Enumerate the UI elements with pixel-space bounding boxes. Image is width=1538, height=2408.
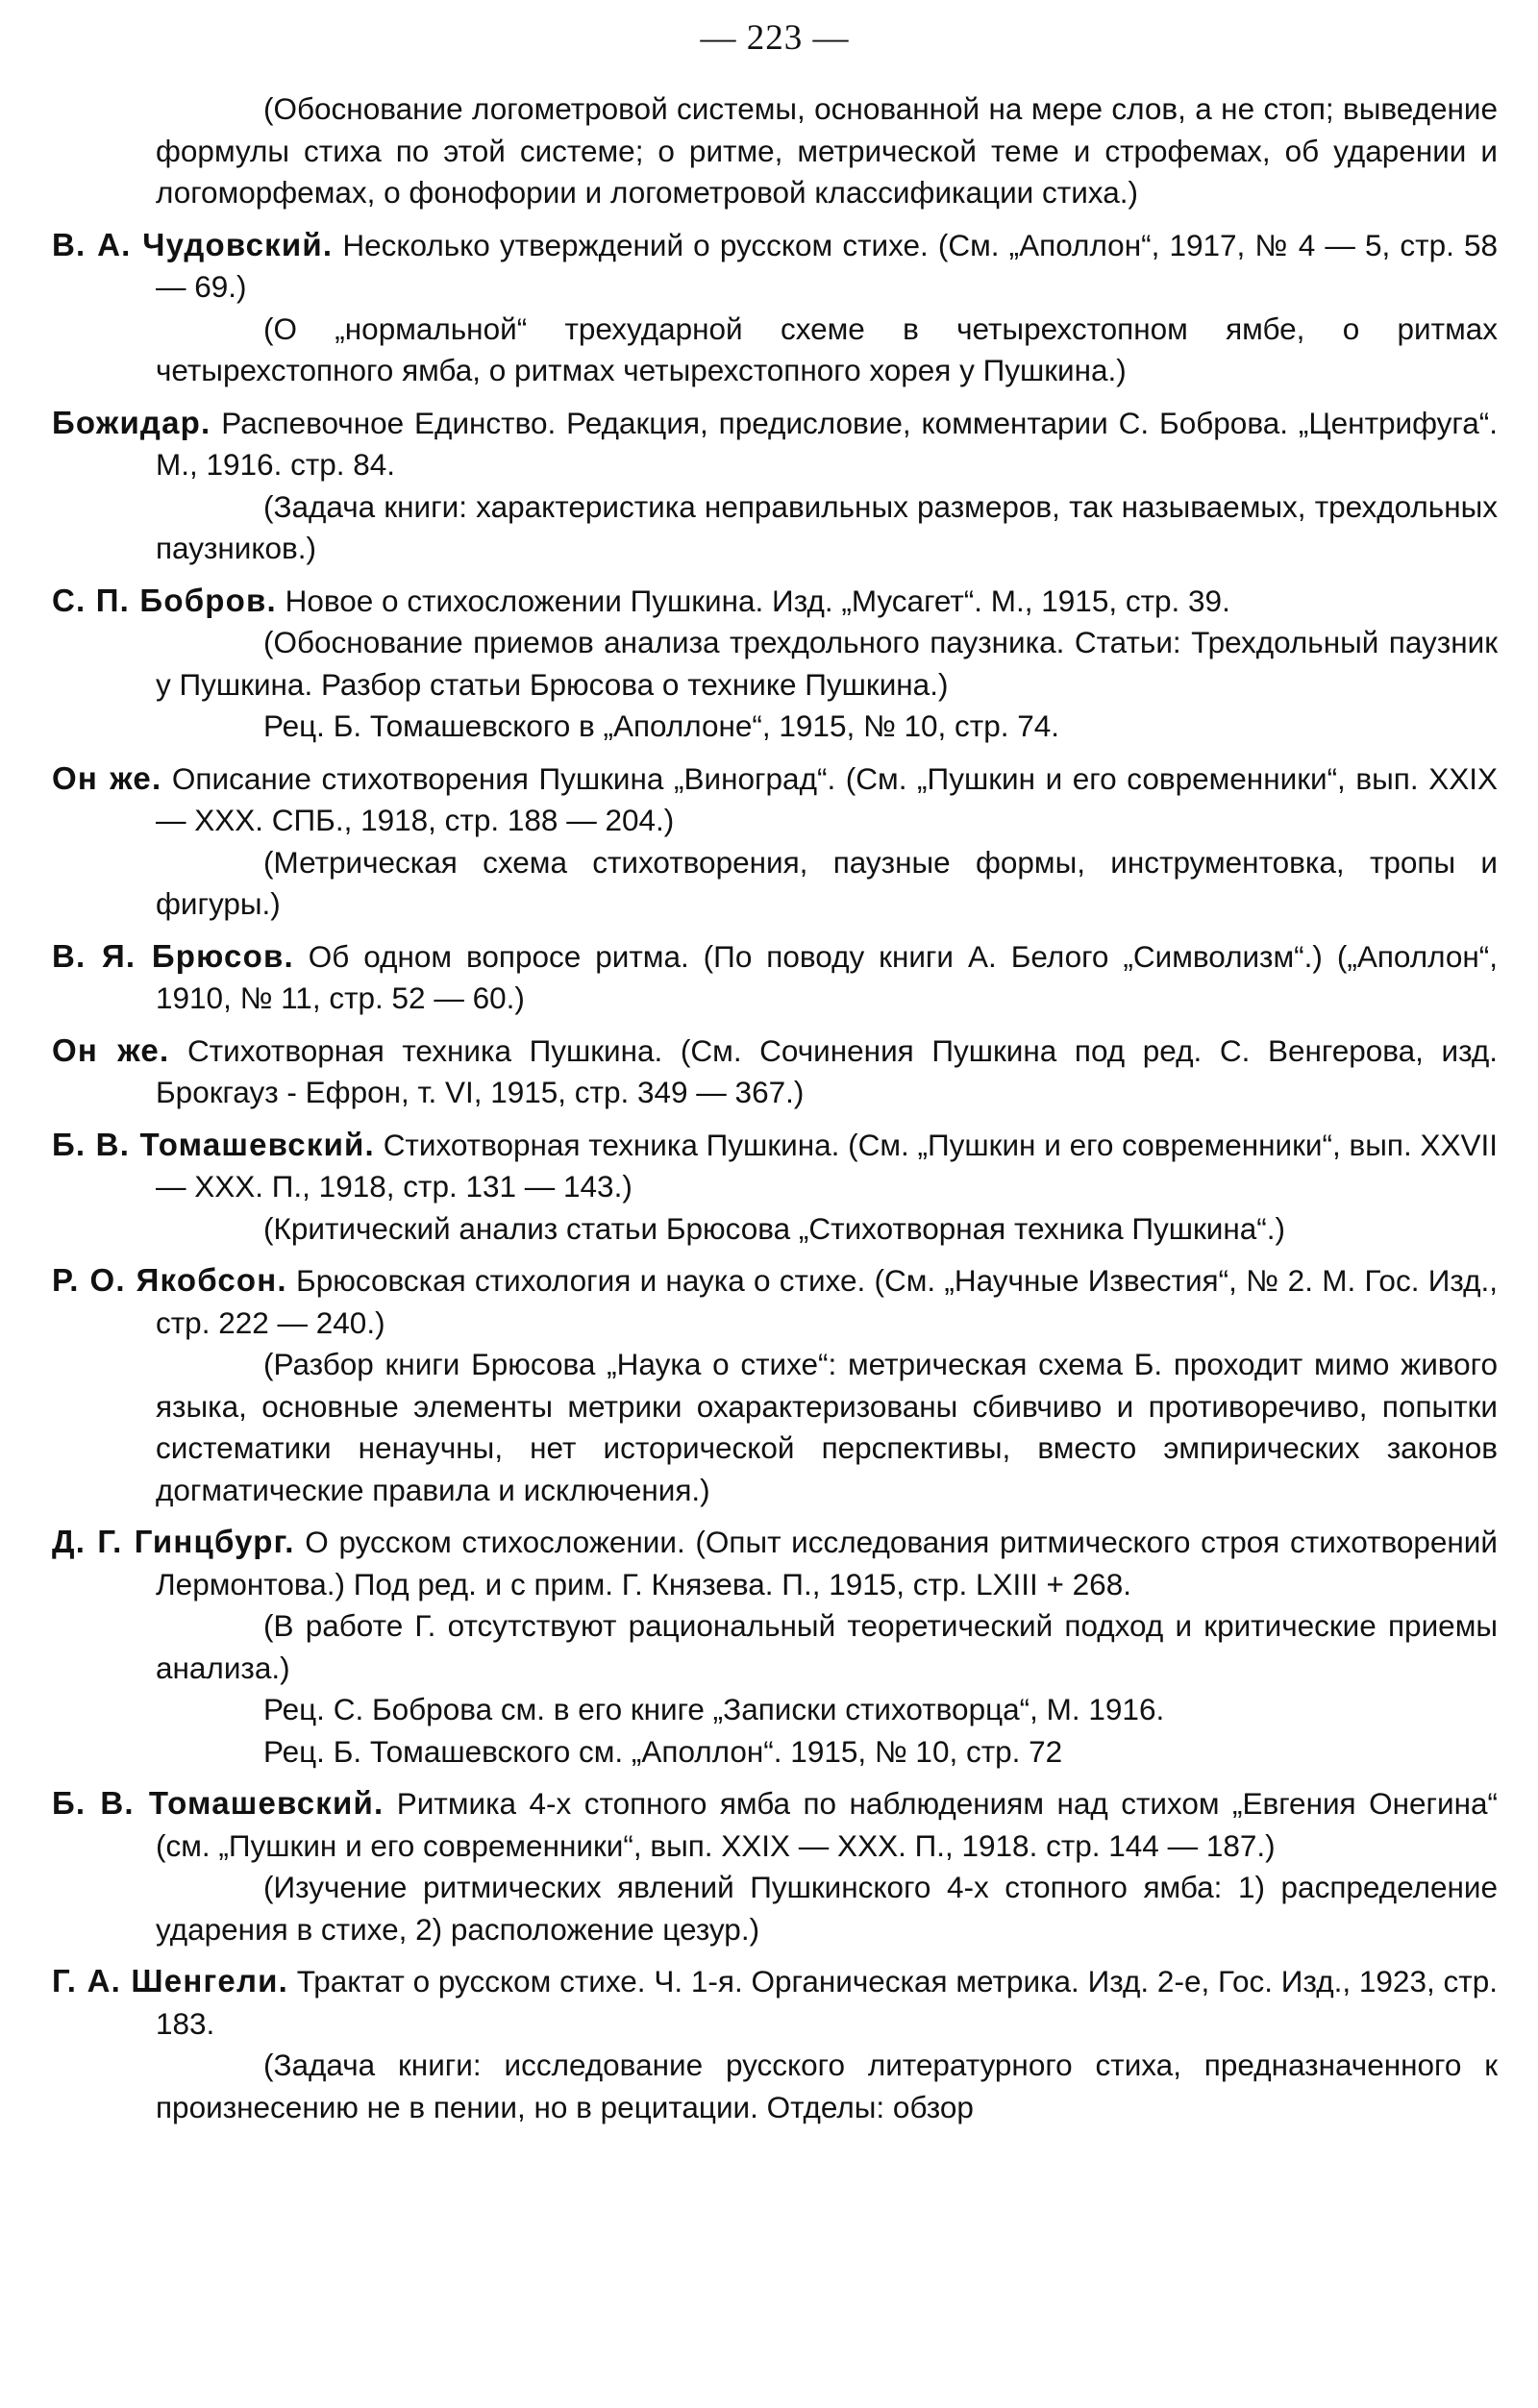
entry-title: Несколько утверждений о русском стихе. (См. „Аполлон“, 1917, № 4 — 5, стр. 58 — 69.) — [156, 227, 1499, 304]
entry-note: (Обоснование логометровой системы, основанной на мере слов, а не стоп; выведение формулы стиха по этой системе; о ритме, метрической теме и строфемах, об ударении и логоморфемах, о фонофории и логометровой классификации стиха.) — [156, 91, 1498, 210]
entry-note: (О „нормальной“ трехударной схеме в четырехстопном ямбе, о ритмах четырехстопного ямба, о ритмах четырехстопного хорея у Пушкина.) — [156, 310, 1498, 387]
bibliography-entry — [52, 88, 1498, 214]
entry-title: Ритмика 4-х стопного ямба по наблюдениям над стихом „Евгения Онегина“ (см. „Пушкин и его современники“, вып. XXIX — XXX. П., 1918. стр. 144 — 187.) — [156, 1786, 1498, 1863]
page-number: — 223 — — [700, 18, 850, 58]
bibliography-entry — [52, 402, 1498, 570]
entry-review: Рец. С. Боброва см. в его книге „Записки стихотворца“, М. 1916. — [263, 1692, 1165, 1726]
entry-title: Описание стихотворения Пушкина „Виноград“. (См. „Пушкин и его современники“, вып. XXIX — XXX. СПБ., 1918, стр. 188 — 204.) — [156, 760, 1498, 837]
entry-title: Новое о стихосложении Пушкина. Изд. „Мусагет“. М., 1915, стр. 39. — [285, 583, 1230, 618]
entry-author: Он же. — [52, 1031, 170, 1068]
entry-note: (Метрическая схема стихотворения, паузные формы, инструментовка, тропы и фигуры.) — [156, 844, 1498, 921]
bibliography-entry — [52, 580, 1498, 748]
bibliography-entry — [52, 224, 1498, 392]
bibliography-entry — [52, 1030, 1498, 1114]
entry-title: Стихотворная техника Пушкина. (См. „Пушкин и его современники“, вып. XXVII — XXX. П., 1918, стр. 131 — 143.) — [156, 1127, 1498, 1204]
entry-author: Р. О. Якобсон. — [52, 1262, 287, 1298]
entry-review: Рец. Б. Томашевского см. „Аполлон“. 1915, № 10, стр. 72 — [263, 1733, 1063, 1769]
entry-note: (Обоснование приемов анализа трехдольного паузника. Статьи: Трехдольный паузник у Пушкина. Разбор статьи Брюсова о технике Пушкина.) — [156, 625, 1498, 702]
entry-author: Г. А. Шенгели. — [52, 1963, 288, 1998]
entry-author: В. А. Чудовский. — [52, 226, 334, 262]
entry-note: (Критический анализ статьи Брюсова „Стихотворная техника Пушкина“.) — [263, 1210, 1286, 1246]
entry-author: Д. Г. Гинцбург. — [52, 1524, 295, 1559]
entry-title: О русском стихосложении. (Опыт исследования ритмического строя стихотворений Лермонтова.) Под ред. и с прим. Г. Князева. П., 1915, стр. LXIII + 268. — [156, 1525, 1498, 1601]
bibliography-entry — [52, 1259, 1498, 1511]
entry-author: Божидар. — [52, 404, 211, 440]
entry-author: Б. В. Томашевский. — [52, 1126, 375, 1162]
bibliography-entry — [52, 1960, 1498, 2128]
entry-note: (В работе Г. отсутствуют рациональный теоретический подход и критические приемы анализа.) — [156, 1608, 1498, 1685]
entry-note: (Задача книги: характеристика неправильных размеров, так называемых, трехдольных паузников.) — [156, 488, 1498, 565]
bibliography-list — [52, 88, 1498, 2128]
entry-title: Об одном вопросе ритма. (По поводу книги А. Белого „Символизм“.) („Аполлон“, 1910, № 11, стр. 52 — 60.) — [156, 938, 1498, 1015]
entry-title: Трактат о русском стихе. Ч. 1-я. Органическая метрика. Изд. 2-е, Гос. Изд., 1923, стр. 183. — [156, 1964, 1498, 2041]
bibliography-entry — [52, 935, 1498, 1020]
entry-title: Брюсовская стихология и наука о стихе. (См. „Научные Известия“, № 2. М. Гос. Изд., стр. 222 — 240.) — [156, 1263, 1498, 1340]
bibliography-entry — [52, 1124, 1498, 1251]
entry-review: Рец. Б. Томашевского в „Аполлоне“, 1915, № 10, стр. 74. — [263, 708, 1060, 743]
entry-author: В. Я. Брюсов. — [52, 937, 294, 974]
bibliography-entry — [52, 757, 1498, 926]
entry-title: Распевочное Единство. Редакция, предисловие, комментарии С. Боброва. „Центрифуга“. М., 1916. стр. 84. — [156, 405, 1498, 482]
entry-author: С. П. Бобров. — [52, 582, 277, 618]
entry-author: Б. В. Томашевский. — [52, 1785, 384, 1821]
entry-note: (Задача книги: исследование русского литературного стиха, предназначенного к произнесению не в пении, но в рецитации. Отделы: обзор — [156, 2048, 1498, 2124]
entry-title: Стихотворная техника Пушкина. (См. Сочинения Пушкина под ред. С. Венгерова, изд. Брокгауз - Ефрон, т. VI, 1915, стр. 349 — 367.) — [156, 1032, 1498, 1109]
entry-note: (Изучение ритмических явлений Пушкинского 4-х стопного ямба: 1) распределение ударения в стихе, 2) расположение цезур.) — [156, 1870, 1498, 1947]
entry-note: (Разбор книги Брюсова „Наука о стихе“: метрическая схема Б. проходит мимо живого языка, основные элементы метрики охарактеризованы сбивчиво и противоречиво, попытки систематики ненаучны, нет исторической перспективы, вместо эмпирических законов догматические правила и исключения.) — [156, 1347, 1498, 1507]
bibliography-entry — [52, 1782, 1498, 1950]
entry-author: Он же. — [52, 759, 162, 796]
bibliography-entry — [52, 1521, 1498, 1773]
